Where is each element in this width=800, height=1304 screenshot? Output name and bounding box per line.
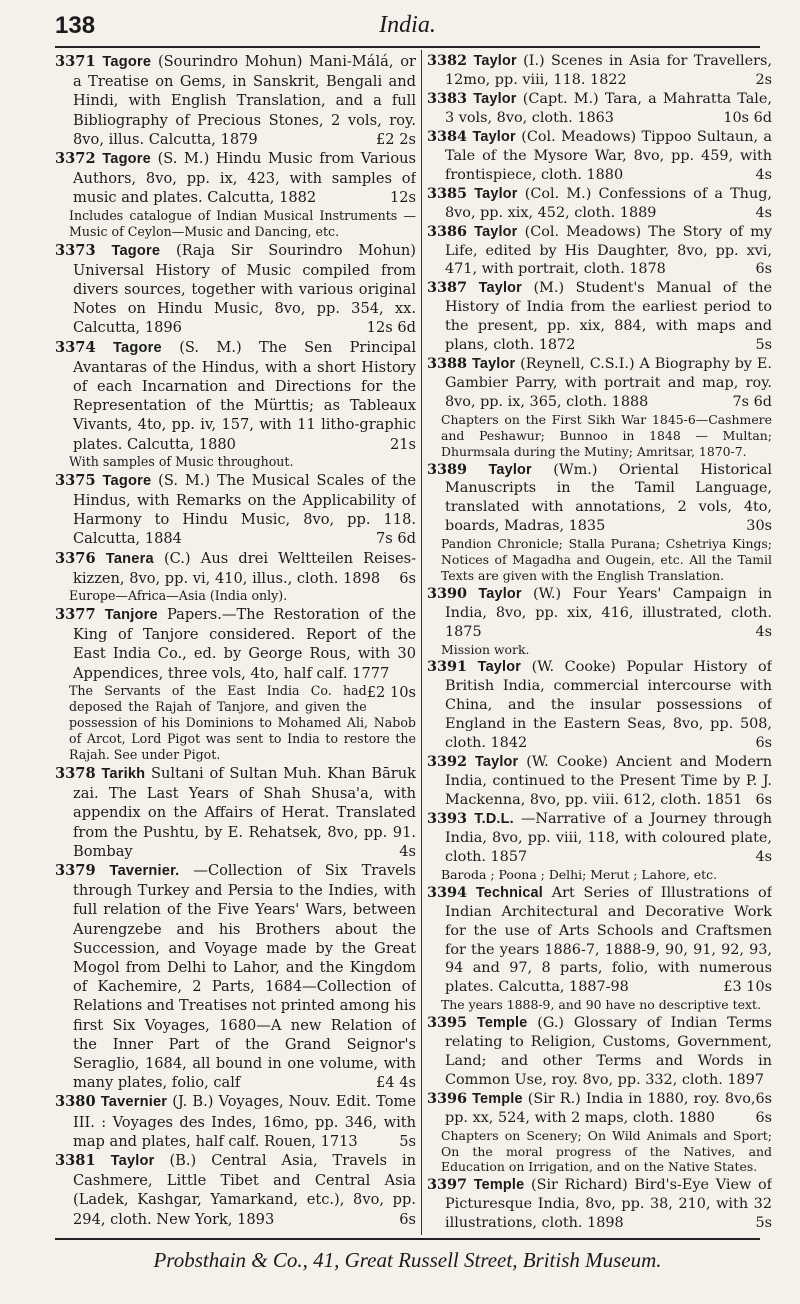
entry-description: (G.) Glossary of Indian Terms relating to Religion, Customs, Government, Land; and other Terms and Words in Common Use, roy. 8vo, pp. 332, cloth. 1897 [445,1015,772,1089]
entry-description: (Wm.) Oriental Historical Manuscripts in the Tamil Language, translated with annotations, 2 vols, 4to, boards, Madras, 1835 [445,461,772,535]
entry-author: Tanera [105,550,154,567]
entry-note: Pandion Chronicle; Stalla Purana; Cshetriya Kings; Notices of Magadha and Ougein, etc. All the Tamil Texts are given with the English Translation. [441,536,772,583]
entry-price: 4s [755,848,772,865]
entry-note: The Servants of the East India Co. had deposed the Rajah of Tanjore, and given the possession of his Dominions to Mohamed Ali, Nabob of Arcot, Lord Pigot was sent to India to restore the Rajah. See under Pigot. [69,682,416,762]
entry-description: —Narrative of a Journey through India, 8vo, pp. viii, 118, with coloured plate, cloth. 1857 [445,810,772,865]
entry-price: 6s [399,1210,416,1228]
entry-description: Sultani of Sultan Muh. Khan Bāruk zai. The Last Years of Shah Shusa'a, with appendix on the Affairs of Herat. Translated from the Pushtu, by E. Rehatsek, 8vo, pp. 91. Bombay [73,764,416,860]
entry-note: The years 1888-9, and 90 have no descriptive text. [441,997,761,1013]
entry-author: Taylor [478,280,522,297]
entry-price: 21s [389,435,416,453]
entry-number: 3382 [427,52,468,69]
entry-number: 3373 [55,241,96,259]
catalogue-entry [427,809,772,867]
entry-number: 3385 [427,184,468,202]
catalogue-entry [55,549,416,588]
entry-author: Tanjore [104,607,158,624]
entry-author: Temple [476,1015,528,1032]
entry-description: (M.) Student's Manual of the History of India from the earliest period to the present, pp. xix, 884, with maps and plans, cloth. 1872 [445,280,772,354]
entry-price: 12s [389,189,416,207]
entry-price: 7s 6d [732,394,772,411]
page-header [55,10,760,50]
entry-number: 3392 [427,753,468,771]
entry-description: (W. Cooke) Popular History of British India, commercial intercourse with China, and the insular possessions of England in the Eastern Seas, 8vo, pp. 508, cloth. 1842 [445,659,772,752]
entry-number: 3387 [427,279,468,297]
entry-number: 3379 [55,861,96,879]
catalogue-entry [427,355,772,412]
entry-author: T.D.L. [474,810,514,827]
entry-note: Includes catalogue of Indian Musical Instruments —Music of Ceylon—Music and Dancing, etc. [69,207,416,239]
entry-number: 3371 [55,53,96,70]
entry-author: Temple [473,1177,525,1194]
entry-number: 3378 [55,764,96,782]
entry-description: (B.) Central Asia, Travels in Cashmere, Little Tibet and Central Asia (Ladek, Kashgar, Yamarkand, etc.), 8vo, pp. 294, cloth. New York, 1893 [73,1151,416,1228]
entry-price: £2 10s [366,683,416,701]
catalogue-entry [427,222,772,280]
entry-price: 5s [755,337,772,354]
entry-description: (Col. M.) Confessions of a Thug, 8vo, pp. xix, 452, cloth. 1889 [445,185,772,221]
catalogue-entry [427,1089,772,1128]
catalogue-entry [427,584,772,642]
entry-note: Mission work. [441,641,530,657]
catalogue-entry [55,605,416,701]
entry-price: £3 10s [723,979,772,996]
entry-number: 3372 [55,150,96,168]
catalogue-entry [55,1092,416,1151]
catalogue-entry [427,753,772,810]
entry-description: (C.) Aus drei Weltteilen Reises-kizzen, 8vo, pp. vi, 410, illus., cloth. 1898 [73,549,416,587]
entry-price: 6s [399,569,416,587]
entry-description: (W.) Four Years' Campaign in India, 8vo, pp. xix, 416, illustrated, cloth. 1875 [445,585,772,640]
running-head: India. [379,12,436,38]
catalogue-entry [427,52,772,90]
entry-description: (S. M.) Hindu Music from Various Authors, 8vo, pp. ix, 423, with samples of music and plates. Calcutta, 1882 [73,150,416,207]
entry-number: 3397 [427,1176,468,1194]
entry-author: Taylor [471,356,516,373]
entry-author: Tavernier [100,1094,168,1111]
entry-note: Chapters on Scenery; On Wild Animals and Sport; On the moral progress of the Natives, and Education on Irrigation, and on the Native States. [441,1127,772,1175]
entry-number: 3394 [427,883,468,901]
catalogue-entry [55,1151,416,1229]
catalogue-entry [55,471,416,549]
catalogue-entry [427,658,772,753]
entry-note: Chapters on the First Sikh War 1845-6—Cashmere and Peshawur; Bunnoo in 1848 — Multan; Dhurmsala during the Mutiny; Amritsar, 1870-7. [441,412,772,459]
entry-author: Temple [472,1090,523,1107]
entry-number: 3374 [55,338,96,356]
entry-author: Tagore [102,472,152,489]
entry-number: 3395 [427,1014,468,1032]
catalogue-entry [427,184,772,223]
catalogue-entry [55,338,416,454]
entry-price: 30s [746,518,772,535]
entry-description: (Sir Richard) Bird's-Eye View of Picturesque India, 8vo, pp. 38, 210, with 32 illustrations, cloth. 1898 [445,1177,772,1232]
entry-description: (W. Cooke) Ancient and Modern India, continued to the Present Time by P. J. Mackenna, 8vo, pp. viii. 612, cloth. 1851 [445,754,772,809]
entry-description: (J. B.) Voyages, Nouv. Edit. Tome III. : Voyages des Indes, 16mo, pp. 346, with map and plates, half calf. Rouen, 1713 [73,1093,416,1150]
entry-number: 3380 [55,1093,96,1111]
entry-description: (Sourindro Mohun) Mani-Málá, or a Treatise on Gems, in Sanskrit, Bengali and Hindi, with English Translation, and a full Bibliography of Precious Stones, 2 vols, roy. 8vo, illus. Calcutta, 1879 [73,53,416,148]
entry-author: Taylor [473,53,517,69]
entry-note: With samples of Music throughout. [69,453,294,469]
entry-author: Taylor [488,461,532,478]
entry-number: 3376 [55,549,96,567]
entry-price: £4 4s [376,1074,416,1092]
entry-description: (S. M.) The Sen Principal Avantaras of the Hindus, with a short History of each Incarnation and Directions for the Representation of the Mürttis; as Tableaux Vivants, 4to, pp. iv, 157, with 11 litho-graphic plates. Calcutta, 1880 [73,338,416,453]
entry-author: Technical [475,884,543,901]
entry-description: (Capt. M.) Tara, a Mahratta Tale, 3 vols, 8vo, cloth. 1863 [445,90,772,126]
entry-number: 3393 [427,809,468,827]
entry-price: 4s [755,166,772,183]
entry-price: 6s [755,1109,772,1126]
entry-author: Tagore [113,339,162,356]
entry-number: 3383 [427,89,468,107]
entry-number: 3377 [55,606,96,624]
entry-author: Taylor [474,185,518,202]
catalogue-entry [55,149,416,208]
entry-author: Tagore [102,151,151,168]
entry-description: (S. M.) The Musical Scales of the Hindus, with Remarks on the Applicability of Harmony to Hindu Music, 8vo, pp. 118. Calcutta, 1884 [73,471,416,548]
page-number: 138 [55,12,96,39]
entry-number: 3396 [427,1089,468,1107]
entry-number: 3381 [55,1151,96,1169]
entry-price: 6s [755,261,772,278]
entry-author: Taylor [475,754,519,771]
entry-number: 3386 [427,222,468,240]
catalogue-entry [427,460,772,537]
entry-author: Tagore [111,242,161,259]
entry-description: (Sir R.) India in 1880, roy. 8vo, pp. xx, 524, with 2 maps, cloth. 1880 [445,1090,756,1126]
bottom-rule [55,1238,760,1240]
entry-author: Taylor [110,1152,155,1169]
entry-description: (Col. Meadows) The Story of my Life, edited by His Daughter, 8vo, pp. xvi, 471, with portrait, cloth. 1878 [445,223,772,278]
left-column [55,52,416,1237]
entry-number: 3375 [55,471,96,489]
publisher-footer: Probsthain & Co., 41, Great Russell Street, British Museum. [153,1248,662,1272]
entry-number: 3384 [427,127,468,145]
entry-price: 6s [755,735,772,752]
entry-price: 6s [755,1090,772,1107]
entry-author: Taylor [474,223,518,240]
entry-number: 3389 [427,460,468,478]
entry-author: Taylor [478,585,522,602]
entry-number: 3391 [427,658,468,676]
catalogue-entry [427,127,772,185]
entry-price: 2s [755,71,772,88]
catalogue-entry [55,861,416,1092]
entry-price: 4s [399,842,416,860]
catalogue-entry [55,764,416,861]
entry-author: Tarikh [101,765,146,782]
entry-description: Art Series of Illustrations of Indian Architectural and Decorative Work for the use of Arts Schools and Craftsmen for the years 1886-7, 1888-9, 90, 91, 92, 93, 94 and 97, 8 parts, folio, with numerous plates. Calcutta, 1887-98 [445,884,772,996]
column-divider [421,50,422,1235]
entry-note: Europe—Africa—Asia (India only). [69,588,288,604]
catalogue-entry [427,883,772,998]
entry-price: 7s 6d [375,530,416,548]
entry-author: Taylor [473,90,517,107]
entry-author: Tagore [102,54,152,70]
entry-note: Baroda ; Poona ; Delhi; Merut ; Lahore, etc. [441,866,718,882]
entry-description: (Col. Meadows) Tippoo Sultaun, a Tale of the Mysore War, 8vo, pp. 459, with frontispiece, cloth. 1880 [445,128,772,183]
entry-number: 3390 [427,584,468,602]
entry-author: Taylor [477,659,521,676]
entry-price: 5s [755,1215,772,1232]
catalogue-entry [55,52,416,149]
entry-price: 6s [755,792,772,809]
entry-price: 12s 6d [366,319,416,337]
catalogue-entry [427,279,772,355]
entry-price: 10s 6d [723,109,772,126]
entry-description: —Collection of Six Travels through Turkey and Persia to the Indies, with full relation of the Five Years' Wars, between Aurengzebe and his Brothers about the Succession, and Voyage made by the Great Mogol from Delhi to Lahor, and the Kingdom of Kachemire, 2 Parts, 1684—Collection of Relations and Treatises not printed among his first Six Voyages, 1680—A new Relation of the Inner Part of the Grand Seignor's Seraglio, 1684, all bound in one volume, with many plates, folio, calf [73,861,416,1092]
entry-number: 3388 [427,355,468,373]
catalogue-entry [427,89,772,128]
entry-price: 4s [755,204,772,221]
entry-author: Taylor [472,128,516,145]
right-column [427,52,772,1237]
top-rule [55,46,760,48]
entry-description: (Raja Sir Sourindro Mohun) Universal History of Music compiled from divers sources, together with various original Notes on Hindu Music, 8vo, pp. 354, xx. Calcutta, 1896 [73,241,416,337]
entry-price: 5s [399,1132,416,1150]
entry-price: 4s [755,623,772,640]
entry-price: £2 2s [376,130,416,148]
entry-description: (Reynell, C.S.I.) A Biography by E. Gambier Parry, with portrait and map, roy. 8vo, pp. ix, 365, cloth. 1888 [445,356,772,411]
entry-description: Papers.—The Restoration of the King of Tanjore considered. Report of the East India Co., ed. by George Rous, with 30 Appendices, three vols, 4to, half calf. 1777 [73,606,416,682]
entry-author: Tavernier. [109,862,180,879]
entry-description: (I.) Scenes in Asia for Travellers, 12mo, pp. viii, 118. 1822 [445,53,772,88]
catalogue-entry [55,241,416,338]
catalogue-entry [427,1176,772,1233]
